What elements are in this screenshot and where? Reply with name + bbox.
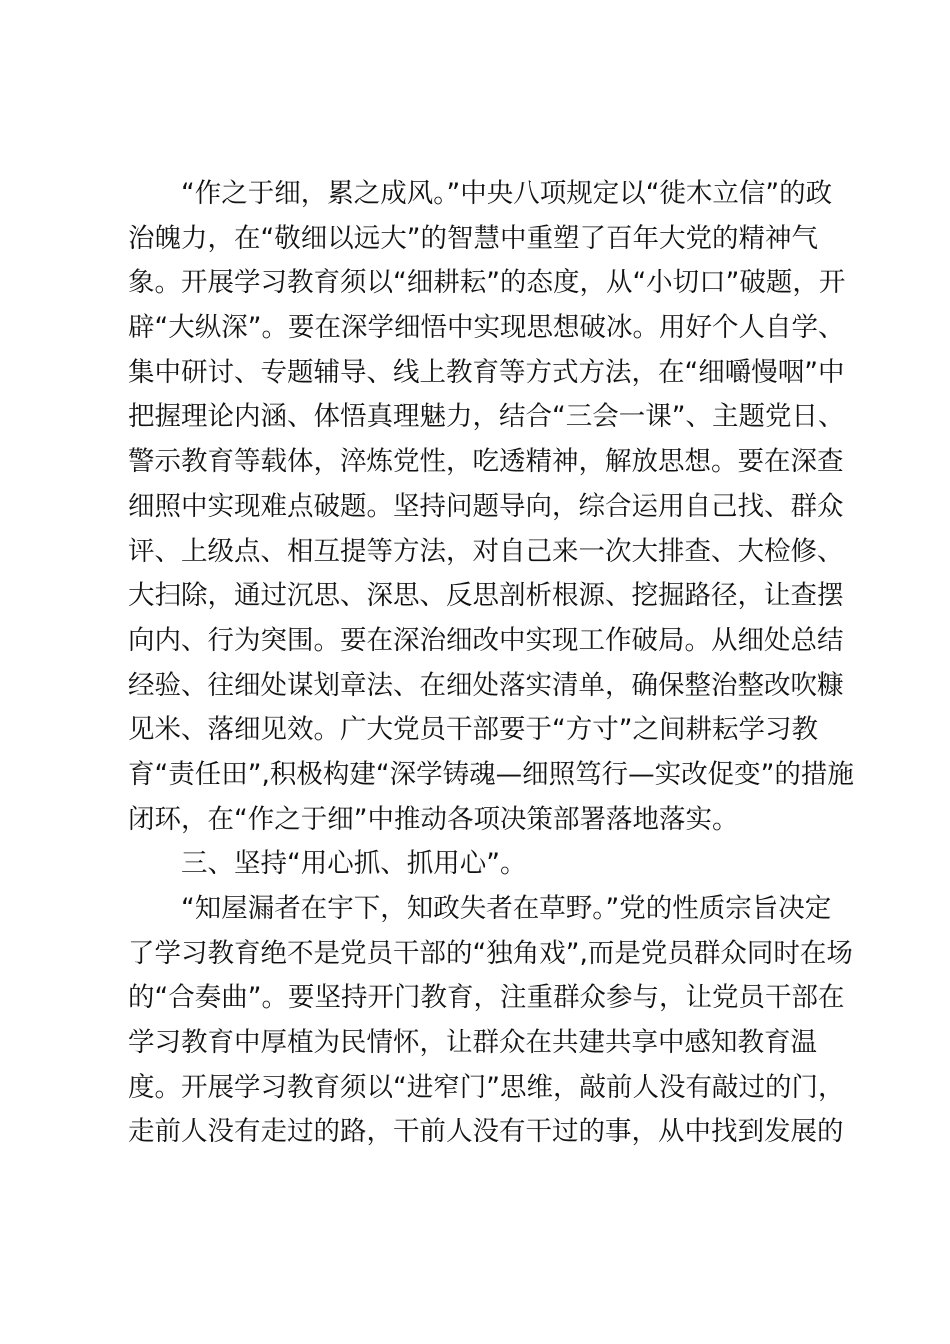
- text-line: 辟“大纵深”。要在深学细悟中实现思想破冰。用好个人自学、: [128, 312, 845, 344]
- text-line: “知屋漏者在宇下，知政失者在草野。”党的性质宗旨决定: [181, 893, 832, 924]
- text-line: 警示教育等载体，淬炼党性，吃透精神，解放思想。要在深查: [128, 446, 844, 478]
- text-line: 度。开展学习教育须以“进窄门”思维，敲前人没有敲过的门，: [128, 1071, 845, 1103]
- text-line: 的“合奏曲”。要坚持开门教育，注重群众参与，让党员干部在: [128, 982, 845, 1014]
- text-line: 治魄力，在“敬细以远大”的智慧中重塑了百年大党的精神气: [128, 222, 818, 254]
- text-line: 细照中实现难点破题。坚持问题导向，综合运用自己找、群众: [128, 490, 844, 522]
- text-line: 集中研讨、专题辅导、线上教育等方式方法，在“细嚼慢咽”中: [128, 356, 845, 388]
- section-heading: 三、坚持“用心抓、抓用心”。: [181, 848, 527, 880]
- text-line: 走前人没有走过的路，干前人没有干过的事，从中找到发展的: [128, 1116, 844, 1148]
- text-line: 象。开展学习教育须以“细耕耘”的态度，从“小切口”破题，开: [128, 267, 846, 299]
- text-line: 把握理论内涵、体悟真理魅力，结合“三会一课”、主题党日、: [128, 401, 845, 433]
- text-line: “作之于细，累之成风。”中央八项规定以“徙木立信”的政: [181, 178, 833, 209]
- text-line: 闭环，在“作之于细”中推动各项决策部署落地落实。: [128, 803, 739, 835]
- text-line: 大扫除，通过沉思、深思、反思剖析根源、挖掘路径，让查摆: [128, 580, 844, 612]
- text-line: 经验、往细处谋划章法、在细处落实清单，确保整治整改吹糠: [128, 669, 844, 701]
- text-line: 评、上级点、相互提等方法，对自己来一次大排查、大检修、: [128, 535, 844, 567]
- text-line: 向内、行为突围。要在深治细改中实现工作破局。从细处总结: [128, 624, 844, 656]
- text-line: 见米、落细见效。广大党员干部要于“方寸”之间耕耘学习教: [128, 714, 818, 746]
- text-line: 学习教育中厚植为民情怀，让群众在共建共享中感知教育温: [128, 1027, 817, 1059]
- text-line: 了学习教育绝不是党员干部的“独角戏”,而是党员群众同时在场: [128, 937, 853, 969]
- text-line: 育“责任田”,积极构建“深学铸魂—细照笃行—实改促变”的措施: [128, 758, 854, 790]
- document-body: [128, 172, 854, 1155]
